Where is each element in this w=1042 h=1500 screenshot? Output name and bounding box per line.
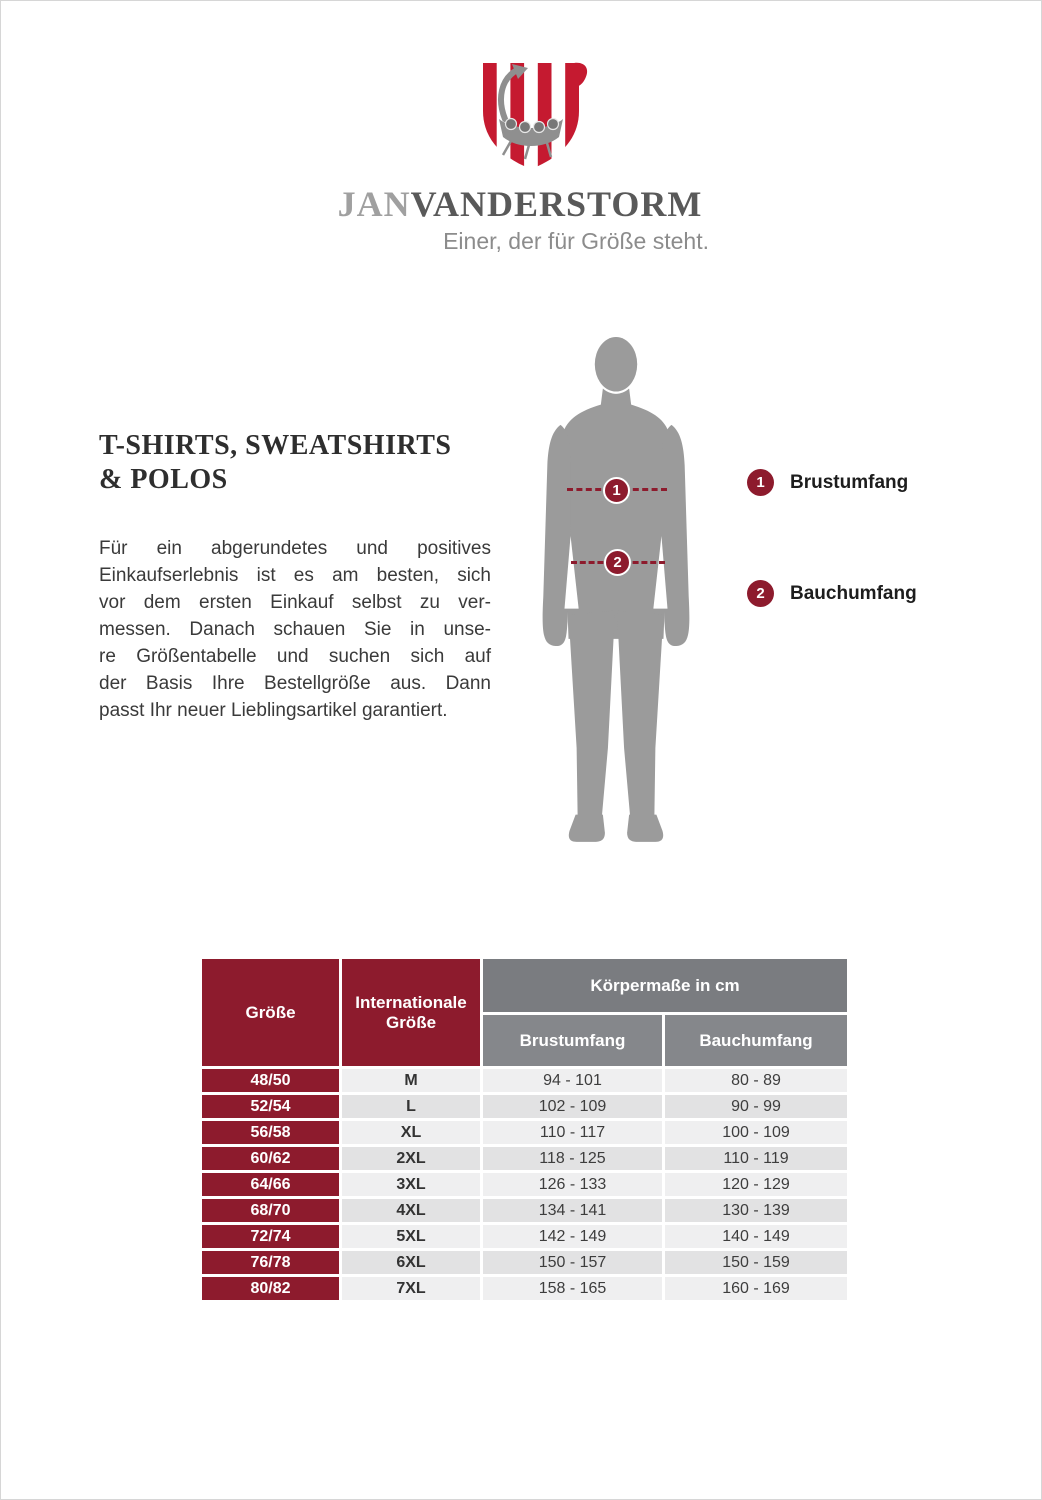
cell-bauchumfang: 110 - 119 xyxy=(664,1146,849,1172)
cell-groesse: 76/78 xyxy=(201,1250,341,1276)
paragraph-line: Einkaufserlebnis ist es am besten, sich xyxy=(99,565,491,586)
table-row xyxy=(201,1224,849,1250)
header-brustumfang: Brustumfang xyxy=(482,1014,664,1068)
cell-bauchumfang: 130 - 139 xyxy=(664,1198,849,1224)
cell-groesse: 48/50 xyxy=(201,1068,341,1094)
cell-groesse: 56/58 xyxy=(201,1120,341,1146)
paragraph-line: vor dem ersten Einkauf selbst zu ver- xyxy=(99,592,491,613)
table-row xyxy=(201,1094,849,1120)
cell-brustumfang: 110 - 117 xyxy=(482,1120,664,1146)
cell-international: 6XL xyxy=(341,1250,482,1276)
chest-marker-badge xyxy=(603,477,630,504)
table-row xyxy=(201,1120,849,1146)
cell-brustumfang: 94 - 101 xyxy=(482,1068,664,1094)
brand-name xyxy=(331,183,709,225)
cell-international: 5XL xyxy=(341,1224,482,1250)
brand-name-vanderstorm: VANDERSTORM xyxy=(410,184,703,224)
size-table xyxy=(199,956,850,1303)
header-internationale-groesse: Internationale Größe xyxy=(341,958,482,1068)
cell-groesse: 52/54 xyxy=(201,1094,341,1120)
paragraph-line: Für ein abgerundetes und positives xyxy=(99,538,491,559)
paragraph-line: re Größentabelle und suchen sich auf xyxy=(99,646,491,667)
cell-bauchumfang: 100 - 109 xyxy=(664,1120,849,1146)
legend-label-bauchumfang: Bauchumfang xyxy=(790,582,917,604)
legend-badge-1 xyxy=(747,469,774,496)
brand-name-jan: JAN xyxy=(337,184,411,224)
cell-brustumfang: 126 - 133 xyxy=(482,1172,664,1198)
cell-groesse: 72/74 xyxy=(201,1224,341,1250)
cell-groesse: 64/66 xyxy=(201,1172,341,1198)
legend-item-brustumfang xyxy=(747,469,908,496)
table-row xyxy=(201,1068,849,1094)
cell-brustumfang: 134 - 141 xyxy=(482,1198,664,1224)
cell-international: 4XL xyxy=(341,1198,482,1224)
table-row xyxy=(201,1198,849,1224)
cell-international: 3XL xyxy=(341,1172,482,1198)
cell-bauchumfang: 120 - 129 xyxy=(664,1172,849,1198)
brand-tagline: Einer, der für Größe steht. xyxy=(443,228,709,254)
cell-international: XL xyxy=(341,1120,482,1146)
legend-label-brustumfang: Brustumfang xyxy=(790,471,909,493)
header-bauchumfang: Bauchumfang xyxy=(664,1014,849,1068)
page-title xyxy=(99,429,499,497)
brand-crest-icon xyxy=(469,57,593,175)
intro-paragraph xyxy=(99,535,491,724)
cell-bauchumfang: 150 - 159 xyxy=(664,1250,849,1276)
cell-international: 2XL xyxy=(341,1146,482,1172)
cell-groesse: 68/70 xyxy=(201,1198,341,1224)
legend-number-2: 2 xyxy=(756,585,765,602)
cell-brustumfang: 158 - 165 xyxy=(482,1276,664,1302)
paragraph-line: messen. Danach schauen Sie in unse- xyxy=(99,619,491,640)
header-koerpermasse: Körpermaße in cm xyxy=(482,958,849,1014)
legend-badge-2 xyxy=(747,580,774,607)
cell-brustumfang: 142 - 149 xyxy=(482,1224,664,1250)
cell-brustumfang: 150 - 157 xyxy=(482,1250,664,1276)
page-title-line2: & POLOS xyxy=(99,464,228,495)
table-row xyxy=(201,1250,849,1276)
legend-item-bauchumfang xyxy=(747,580,917,607)
table-row xyxy=(201,1146,849,1172)
table-row xyxy=(201,1276,849,1302)
waist-marker-number: 2 xyxy=(613,554,622,571)
legend-number-1: 1 xyxy=(756,474,765,491)
body-silhouette xyxy=(525,334,707,854)
cell-bauchumfang: 160 - 169 xyxy=(664,1276,849,1302)
cell-bauchumfang: 80 - 89 xyxy=(664,1068,849,1094)
cell-brustumfang: 102 - 109 xyxy=(482,1094,664,1120)
cell-international: L xyxy=(341,1094,482,1120)
cell-international: M xyxy=(341,1068,482,1094)
cell-brustumfang: 118 - 125 xyxy=(482,1146,664,1172)
chest-marker-number: 1 xyxy=(612,482,621,499)
cell-bauchumfang: 140 - 149 xyxy=(664,1224,849,1250)
cell-bauchumfang: 90 - 99 xyxy=(664,1094,849,1120)
table-row xyxy=(201,1172,849,1198)
paragraph-line: passt Ihr neuer Lieblingsartikel garantiert. xyxy=(99,700,448,721)
waist-marker-badge xyxy=(604,549,631,576)
size-table-body xyxy=(201,1068,849,1302)
paragraph-line: der Basis Ihre Bestellgröße aus. Dann xyxy=(99,673,491,694)
header-groesse: Größe xyxy=(201,958,341,1068)
page-title-line1: T-SHIRTS, SWEATSHIRTS xyxy=(99,430,452,461)
cell-groesse: 60/62 xyxy=(201,1146,341,1172)
cell-groesse: 80/82 xyxy=(201,1276,341,1302)
cell-international: 7XL xyxy=(341,1276,482,1302)
